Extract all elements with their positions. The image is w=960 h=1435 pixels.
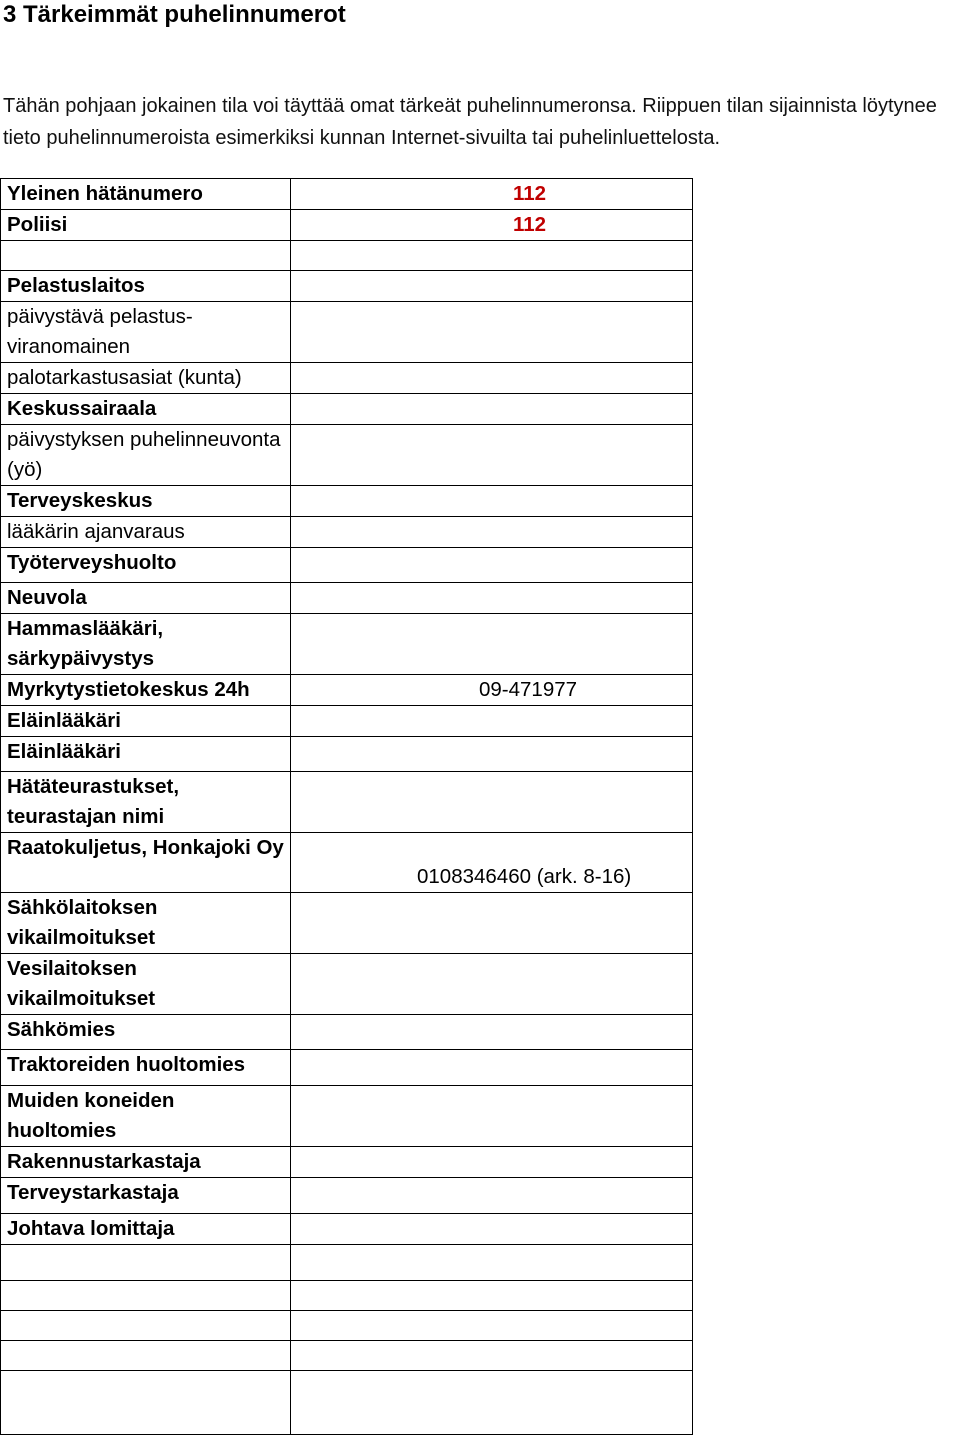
service-label: Johtava lomittaja [1,1214,291,1245]
service-label [1,1311,291,1341]
phone-number-cell[interactable] [291,583,693,614]
service-label: Muiden koneiden huoltomies [1,1086,291,1147]
service-label: Sähkömies [1,1015,291,1050]
phone-number-table [0,178,693,1435]
phone-number-cell[interactable] [291,210,693,241]
table-row [1,517,693,548]
phone-number-cell[interactable] [291,1281,693,1311]
table-row [1,548,693,583]
table-row [1,1147,693,1178]
service-label: päivystyksen puhelinneuvonta (yö) [1,425,291,486]
phone-number-cell[interactable] [291,833,693,893]
table-row [1,833,693,893]
table-row [1,363,693,394]
phone-number-cell[interactable] [291,517,693,548]
table-row [1,394,693,425]
phone-number-cell[interactable] [291,1245,693,1281]
service-label [1,1281,291,1311]
service-label: Myrkytystietokeskus 24h [1,675,291,706]
table-row [1,1050,693,1086]
table-row [1,210,693,241]
service-label: Hätäteurastukset, teurastajan nimi [1,772,291,833]
phone-number-cell[interactable] [291,1341,693,1371]
phone-number-cell[interactable] [291,1311,693,1341]
service-label [1,241,291,271]
service-label [1,1245,291,1281]
table-row [1,271,693,302]
phone-number-cell[interactable] [291,486,693,517]
phone-number-cell[interactable] [291,1050,693,1086]
phone-number-cell[interactable] [291,772,693,833]
service-label: Hammaslääkäri, särkypäivystys [1,614,291,675]
table-row [1,1086,693,1147]
service-label: päivystävä pelastus-viranomainen [1,302,291,363]
phone-number-cell[interactable] [291,1214,693,1245]
service-label: Eläinlääkäri [1,706,291,737]
section-heading: 3 Tärkeimmät puhelinnumerot [3,1,346,28]
service-label [1,1341,291,1371]
service-label: Eläinlääkäri [1,737,291,772]
phone-number-cell[interactable] [291,893,693,954]
table-row [1,302,693,363]
service-label: Keskussairaala [1,394,291,425]
service-label: Traktoreiden huoltomies [1,1050,291,1086]
phone-number-cell[interactable] [291,271,693,302]
service-label: Neuvola [1,583,291,614]
service-label: Pelastuslaitos [1,271,291,302]
phone-number-cell[interactable] [291,1086,693,1147]
phone-number-cell[interactable] [291,394,693,425]
service-label: Sähkölaitoksen vikailmoitukset [1,893,291,954]
table-row [1,1245,693,1281]
phone-number-cell[interactable] [291,954,693,1015]
phone-number-value: 0108346460 (ark. 8-16) [417,865,632,888]
phone-number-cell[interactable] [291,675,693,706]
phone-number-cell[interactable] [291,302,693,363]
table-row [1,583,693,614]
table-row [1,1341,693,1371]
service-label [1,1371,291,1435]
table-row [1,1015,693,1050]
service-label: Yleinen hätänumero [1,179,291,210]
table-row [1,486,693,517]
service-label: Raatokuljetus, Honkajoki Oy [1,833,291,893]
phone-number-cell[interactable] [291,1147,693,1178]
table-row [1,954,693,1015]
table-row [1,425,693,486]
phone-number-cell[interactable] [291,737,693,772]
table-row [1,1311,693,1341]
table-row [1,614,693,675]
phone-number-cell[interactable] [291,548,693,583]
service-label: Työterveyshuolto [1,548,291,583]
service-label: Rakennustarkastaja [1,1147,291,1178]
phone-number-cell[interactable] [291,706,693,737]
phone-number-cell[interactable] [291,363,693,394]
service-label: Poliisi [1,210,291,241]
phone-number-cell[interactable] [291,241,693,271]
service-label: palotarkastusasiat (kunta) [1,363,291,394]
table-row [1,1214,693,1245]
phone-number-cell[interactable] [291,1015,693,1050]
table-row [1,179,693,210]
phone-number-cell[interactable] [291,1371,693,1435]
service-label: Vesilaitoksen vikailmoitukset [1,954,291,1015]
table-row [1,675,693,706]
table-row [1,1281,693,1311]
service-label: Terveyskeskus [1,486,291,517]
service-label: lääkärin ajanvaraus [1,517,291,548]
phone-number-value: 112 [513,213,547,236]
phone-number-value: 09-471977 [479,678,578,701]
table-row [1,241,693,271]
phone-number-cell[interactable] [291,179,693,210]
phone-number-cell[interactable] [291,425,693,486]
intro-paragraph: Tähän pohjaan jokainen tila voi täyttää omat tärkeät puhelinnumeronsa. Riippuen tilan sijainnista löytynee tieto puhelinnumeroista esimerkiksi kunnan Internet-sivuilta tai puhelinluettelosta. [3,95,937,149]
table-row [1,1178,693,1214]
phone-number-cell[interactable] [291,614,693,675]
phone-number-cell[interactable] [291,1178,693,1214]
phone-number-value: 112 [513,182,547,205]
table-row [1,706,693,737]
table-row [1,737,693,772]
table-row [1,893,693,954]
table-row [1,772,693,833]
service-label: Terveystarkastaja [1,1178,291,1214]
table-row [1,1371,693,1435]
